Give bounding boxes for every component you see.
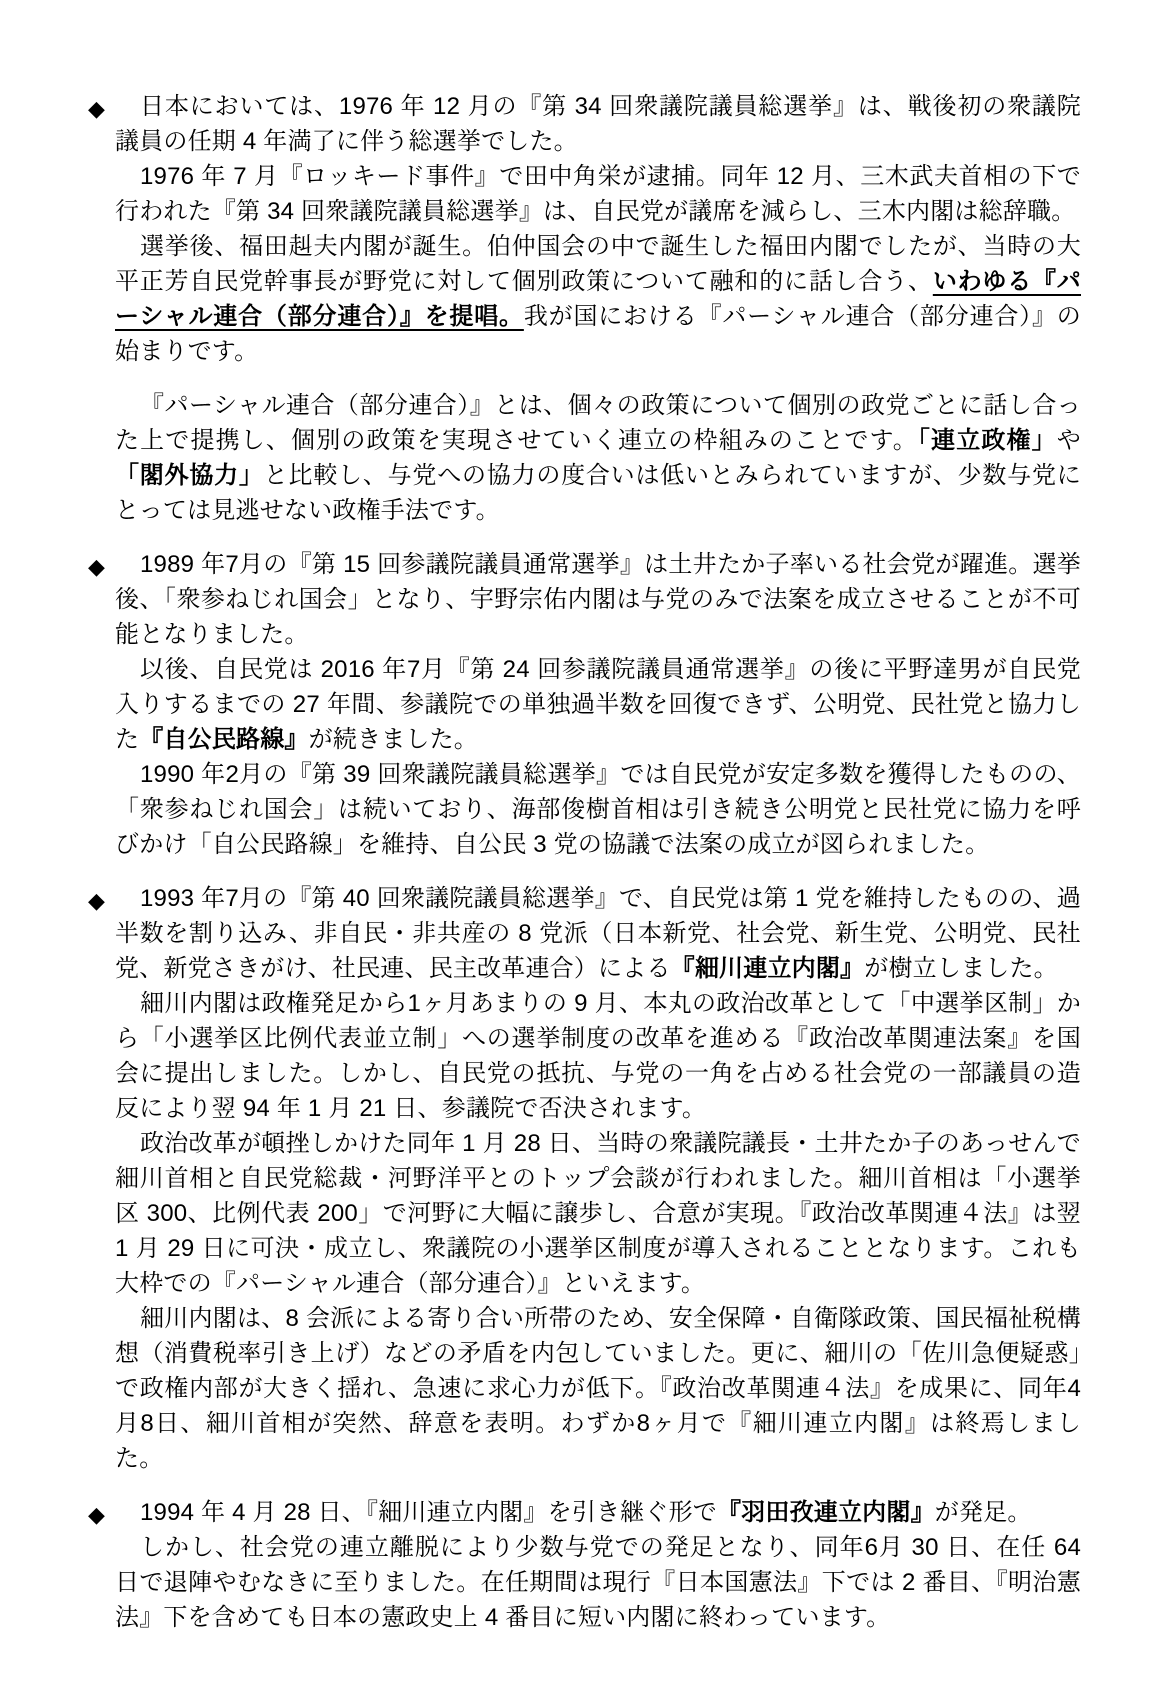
paragraph	[115, 388, 1081, 528]
paragraph	[115, 652, 1081, 757]
text-run: 我が国における『パーシャル連合（部分連合）』の始まりです。	[115, 303, 1081, 365]
paragraph	[115, 229, 1081, 369]
text-run: や	[1056, 427, 1081, 454]
text-run: が続きました。	[308, 726, 479, 753]
text-run: 1976 年 7 月『ロッキード事件』で田中角栄が逮捕。同年 12 月、三木武夫首相の下で行われた『第 34 回衆議院議員総選挙』は、自民党が議席を減らし、三木内閣は総辞職。	[115, 163, 1081, 225]
bulleted-section	[88, 89, 1081, 369]
document-body	[88, 89, 1081, 1635]
plain-section	[115, 388, 1081, 528]
paragraph	[115, 1495, 1081, 1530]
emphasis-text: 『自公民路線』	[139, 726, 309, 753]
text-run: 政治改革が頓挫しかけた同年 1 月 28 日、当時の衆議院議長・土井たか子のあっせんで細川首相と自民党総裁・河野洋平とのトップ会談が行われました。細川首相は「小選挙区 300、比例代表 200」で河野に大幅に譲歩し、合意が実現。『政治改革関連４法』は翌 1 月 29 日に可決・成立し、衆議院の小選挙区制度が導入されることとなります。これも大枠での『パーシャル連合（部分連合）』といえます。	[115, 1130, 1081, 1297]
text-run: 1990 年2月の『第 39 回衆議院議員総選挙』では自民党が安定多数を獲得したものの、「衆参ねじれ国会」は続いており、海部俊樹首相は引き続き公明党と民社党に協力を呼びかけ「自公民路線」を維持、自公民 3 党の協議で法案の成立が図られました。	[115, 761, 1081, 858]
diamond-bullet-icon: ◆	[88, 96, 106, 121]
diamond-bullet-icon: ◆	[88, 888, 106, 913]
paragraph	[115, 1301, 1081, 1476]
paragraph	[115, 1126, 1081, 1301]
text-run: 1993 年7月の『第 40 回衆議院議員総選挙』で、自民党は第 1 党を維持したものの、過半数を割り込み、非自民・非共産の 8 党派（日本新党、社会党、新生党、公明党、民社党、新党さきがけ、社民連、民主改革連合）による	[115, 885, 1081, 982]
text-run: 以後、自民党は 2016 年7月『第 24 回参議院議員通常選挙』の後に平野達男が自民党入りするまでの 27 年間、参議院での単独過半数を回復できず、公明党、民社党と協力した	[115, 656, 1081, 753]
diamond-bullet-icon: ◆	[88, 554, 106, 579]
text-run: が発足。	[934, 1499, 1032, 1526]
paragraph	[115, 159, 1081, 229]
text-run: と比較し、与党への協力の度合いは低いとみられていますが、少数与党にとっては見逃せない政権手法です。	[115, 462, 1081, 524]
bulleted-section	[88, 881, 1081, 1476]
emphasis-text: 「連立政権」	[917, 427, 1057, 454]
text-run: 細川内閣は、8 会派による寄り合い所帯のため、安全保障・自衛隊政策、国民福祉税構想（消費税率引き上げ）などの矛盾を内包していました。更に、細川の「佐川急便疑惑」で政権内部が大きく揺れ、急速に求心力が低下。『政治改革関連４法』を成果に、同年4月8日、細川首相が突然、辞意を表明。わずか8ヶ月で『細川連立内閣』は終焉しました。	[115, 1305, 1081, 1472]
text-run: 1989 年7月の『第 15 回参議院議員通常選挙』は土井たか子率いる社会党が躍進。選挙後、「衆参ねじれ国会」となり、宇野宗佑内閣は与党のみで法案を成立させることが不可能となりました。	[115, 551, 1081, 648]
text-run: 選挙後、福田赳夫内閣が誕生。伯仲国会の中で誕生した福田内閣でしたが、当時の大平正芳自民党幹事長が野党に対して個別政策について融和的に話し合う、	[115, 233, 1081, 295]
text-run: 『パーシャル連合（部分連合）』とは、個々の政策について個別の政党ごとに話し合った上で提携し、個別の政策を実現させていく連立の枠組みのことです。	[115, 392, 1081, 454]
text-run: 1994 年 4 月 28 日、『細川連立内閣』を引き継ぐ形で	[140, 1499, 717, 1526]
emphasis-text: 「閣外協力」	[115, 462, 264, 489]
emphasis-text: 『羽田孜連立内閣』	[716, 1499, 935, 1526]
bulleted-section	[88, 1495, 1081, 1635]
paragraph	[115, 547, 1081, 652]
text-run: 細川内閣は政権発足から1ヶ月あまりの 9 月、本丸の政治改革として「中選挙区制」から「小選挙区比例代表並立制」への選挙制度の改革を進める『政治改革関連法案』を国会に提出しました。しかし、自民党の抵抗、与党の一角を占める社会党の一部議員の造反により翌 94 年 1 月 21 日、参議院で否決されます。	[115, 990, 1081, 1122]
diamond-bullet-icon: ◆	[88, 1502, 106, 1527]
text-run: しかし、社会党の連立離脱により少数与党での発足となり、同年6月 30 日、在任 64 日で退陣やむなきに至りました。在任期間は現行『日本国憲法』下では 2 番目、『明治憲法』下を含めても日本の憲政史上 4 番目に短い内閣に終わっています。	[115, 1534, 1081, 1631]
text-run: が樹立しました。	[864, 955, 1058, 982]
paragraph	[115, 757, 1081, 862]
emphasis-text: いわゆる『パーシャル連合（部分連合）』を提唱。	[115, 268, 1081, 330]
emphasis-text: 『細川連立内閣』	[670, 955, 865, 982]
paragraph	[115, 89, 1081, 159]
bulleted-section	[88, 547, 1081, 862]
paragraph	[115, 986, 1081, 1126]
paragraph	[115, 1530, 1081, 1635]
paragraph	[115, 881, 1081, 986]
text-run: 日本においては、1976 年 12 月の『第 34 回衆議院議員総選挙』は、戦後初の衆議院議員の任期 4 年満了に伴う総選挙でした。	[115, 93, 1081, 155]
